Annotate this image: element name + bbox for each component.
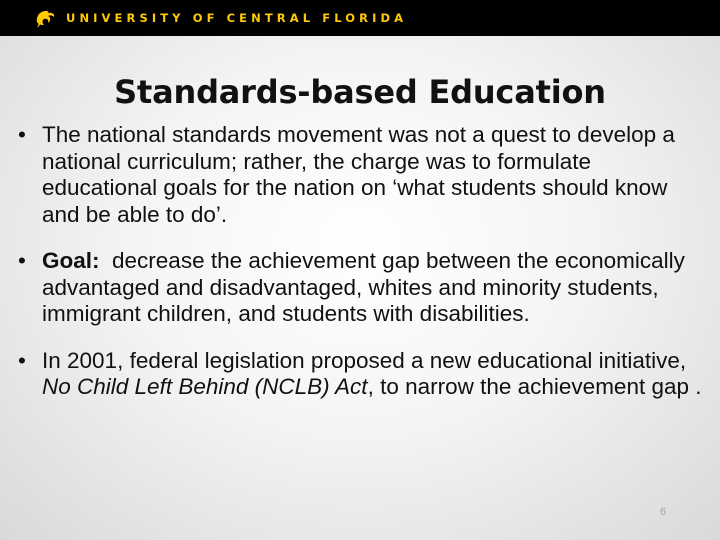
bullet-item-national-standards [18, 122, 708, 228]
bullet-marker: • [18, 248, 26, 273]
bullet-list [18, 122, 708, 421]
header-bar [0, 0, 720, 36]
university-wordmark: UNIVERSITY OF CENTRAL FLORIDA [66, 11, 408, 25]
bullet-text: The national standards movement was not a quest to develop a national curriculum; rather, the charge was to formulate educational goals for the nation on ‘what students should know and be able to do’. [42, 122, 675, 227]
bullet-item-goal [18, 248, 708, 328]
bullet-item-nclb [18, 348, 708, 401]
bullet-marker: • [18, 122, 26, 147]
goal-label: Goal: [42, 248, 100, 273]
slide-title: Standards-based Education [114, 73, 606, 111]
bullet-text-after: , to narrow the achievement gap . [367, 374, 702, 399]
act-name: No Child Left Behind (NCLB) Act [42, 374, 368, 399]
bullet-text: decrease the achievement gap between the economically advantaged and disadvantaged, whites and minority students, immigrant children, and students with disabilities. [42, 248, 692, 326]
bullet-text-before: In 2001, federal legislation proposed a new educational initiative, [42, 347, 687, 373]
bullet-marker: • [18, 347, 26, 373]
page-number: 6 [660, 506, 667, 518]
pegasus-logo-icon [33, 6, 57, 30]
